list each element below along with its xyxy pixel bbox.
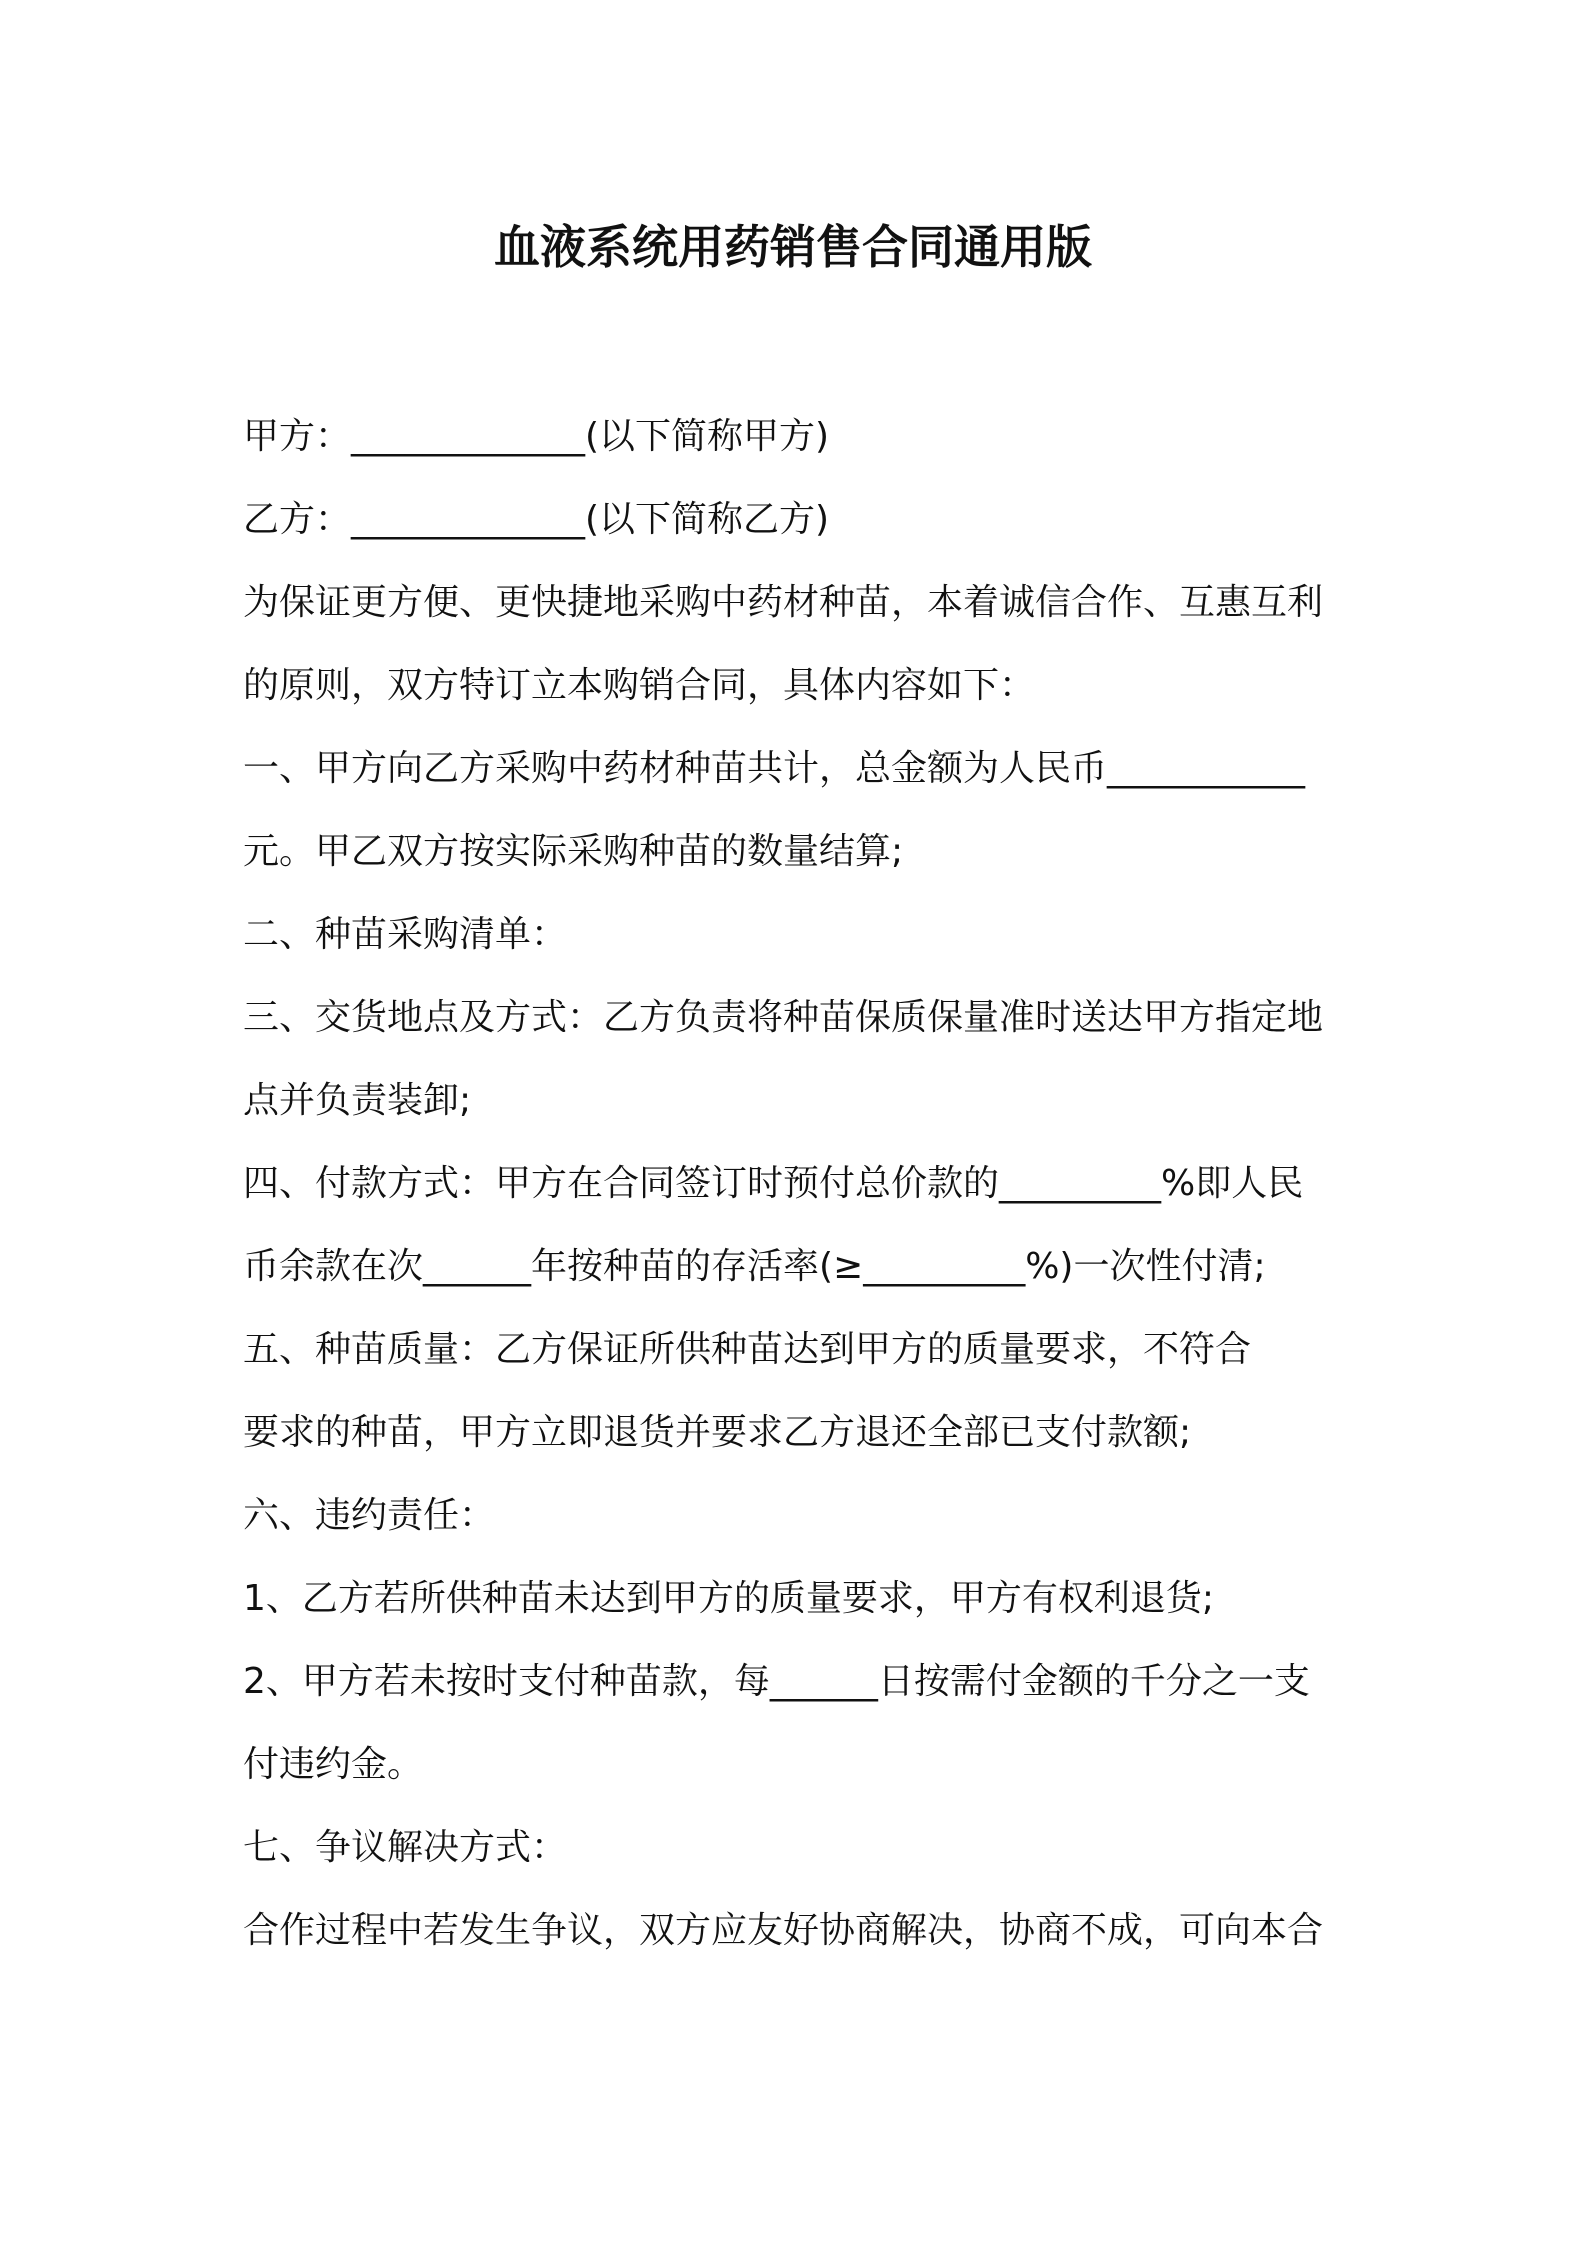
document-title: 血液系统用药销售合同通用版: [494, 220, 1092, 274]
clause-2-line: 二、种苗采购清单：: [243, 914, 568, 955]
party-b-line: 乙方：_____________(以下简称乙方): [243, 499, 830, 540]
clause-7-line: 合作过程中若发生争议，双方应友好协商解决，协商不成，可向本合: [243, 1910, 1324, 1951]
clause-6-item-2: 付违约金。: [243, 1744, 424, 1785]
preamble-line: 的原则，双方特订立本购销合同，具体内容如下：: [243, 665, 1036, 706]
clause-3-line: 点并负责装卸;: [243, 1080, 472, 1121]
clause-6-item-1: 1、乙方若所供种苗未达到甲方的质量要求，甲方有权利退货;: [243, 1578, 1215, 1619]
preamble-line: 为保证更方便、更快捷地采购中药材种苗，本着诚信合作、互惠互利: [243, 582, 1324, 623]
clause-4-line: 币余款在次______年按种苗的存活率(≥_________%)一次性付清;: [243, 1246, 1266, 1287]
party-a-line: 甲方：_____________(以下简称甲方): [243, 416, 830, 457]
clause-4-line: 四、付款方式：甲方在合同签订时预付总价款的_________%即人民: [243, 1163, 1304, 1204]
clause-1-line: 一、甲方向乙方采购中药材种苗共计，总金额为人民币___________: [243, 748, 1306, 789]
clause-6-heading: 六、违约责任：: [243, 1495, 496, 1536]
clause-5-line: 要求的种苗，甲方立即退货并要求乙方退还全部已支付款额;: [243, 1412, 1192, 1453]
clause-1-line: 元。甲乙双方按实际采购种苗的数量结算;: [243, 831, 904, 872]
clause-5-line: 五、种苗质量：乙方保证所供种苗达到甲方的质量要求，不符合: [243, 1329, 1252, 1370]
clause-3-line: 三、交货地点及方式：乙方负责将种苗保质保量准时送达甲方指定地: [243, 997, 1324, 1038]
clause-6-item-2: 2、甲方若未按时支付种苗款，每______日按需付金额的千分之一支: [243, 1661, 1310, 1702]
clause-7-heading: 七、争议解决方式：: [243, 1827, 568, 1868]
